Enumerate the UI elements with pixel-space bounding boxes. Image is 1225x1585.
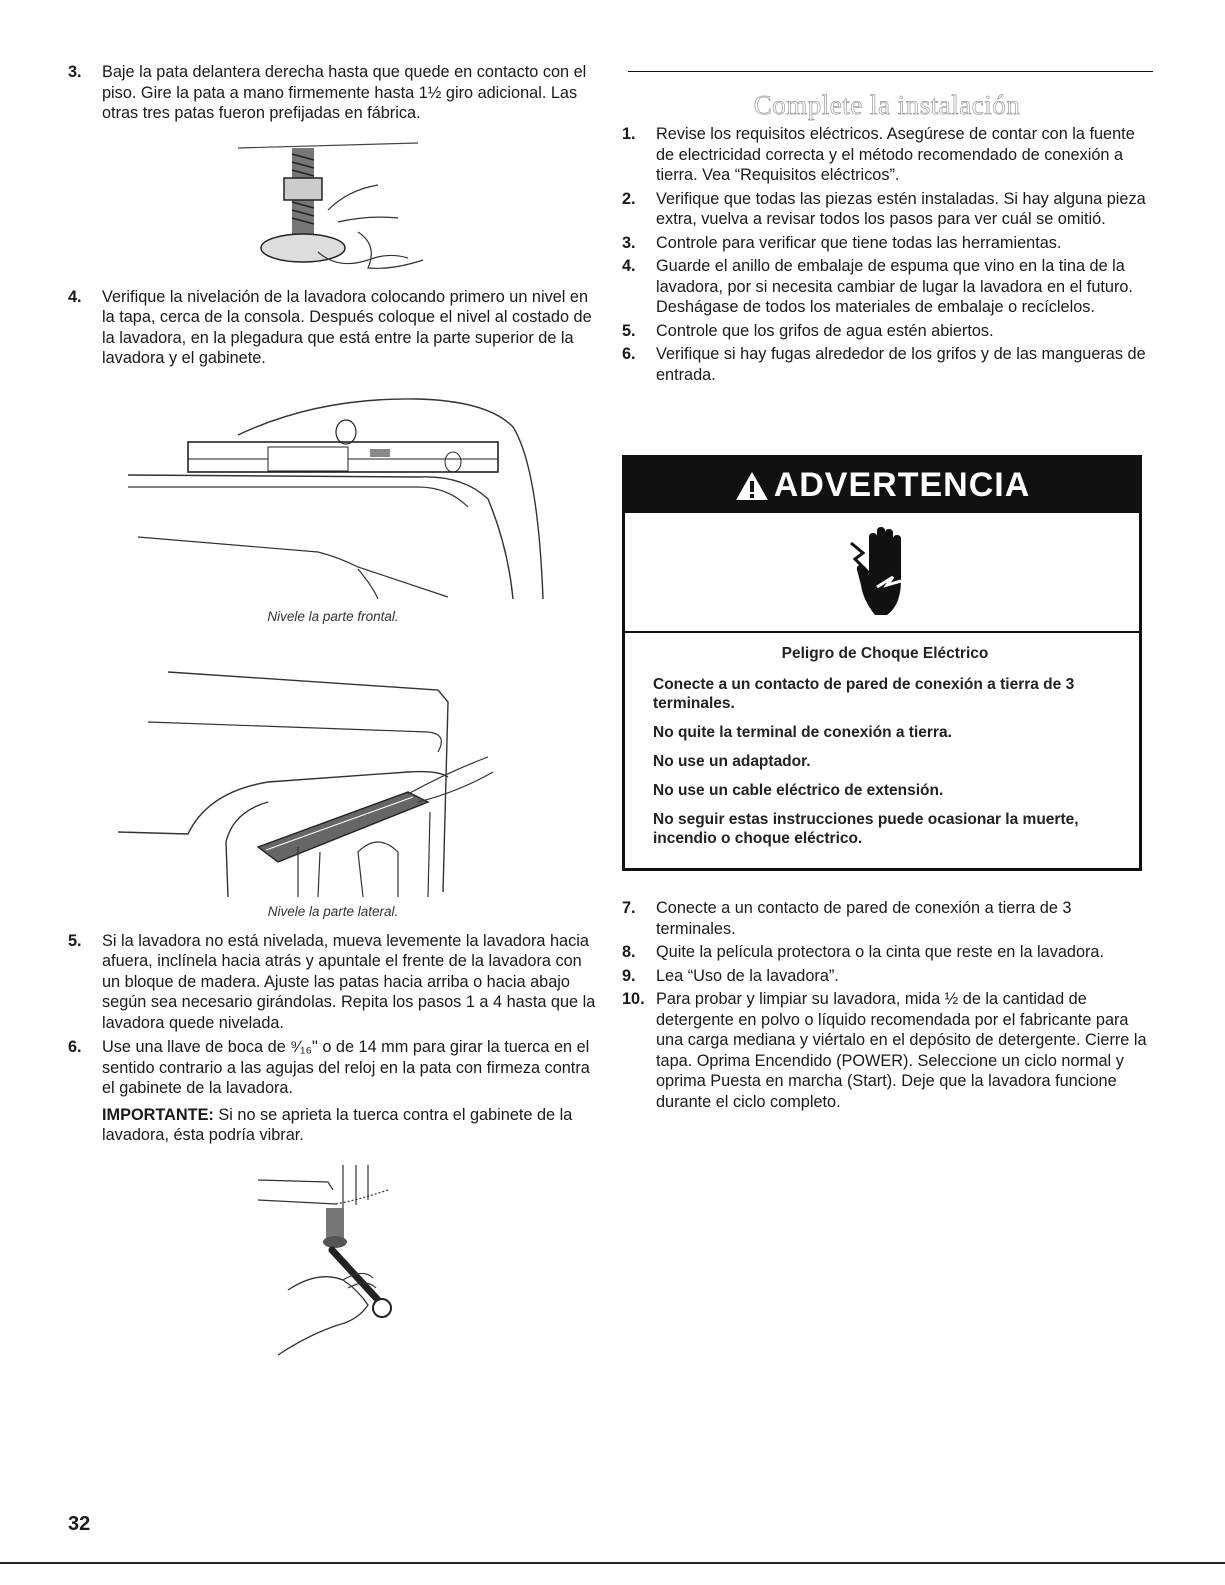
step-number: 3. — [622, 233, 636, 252]
step-text: Guarde el anillo de embalaje de espuma que vino en la tina de la lavadora, por si necesita cambiar de lugar la lavadora en el futuro. Deshágase de todos los materiales de embalaje o recíclelos. — [656, 257, 1133, 316]
step-3 — [68, 62, 598, 124]
warning-line: Conecte a un contacto de pared de conexión a tierra de 3 terminales. — [653, 676, 1075, 712]
warning-header-text: ADVERTENCIA — [773, 466, 1031, 504]
caption-front: Nivele la parte frontal. — [267, 608, 399, 624]
wrench-illustration — [248, 1160, 448, 1360]
step-5 — [68, 931, 598, 1034]
step-number: 6. — [68, 1038, 82, 1056]
step-6 — [68, 1037, 598, 1099]
page-number: 32 — [68, 1513, 91, 1535]
step-number: 5. — [68, 931, 82, 950]
level-side-illustration — [108, 662, 548, 902]
step-text: Verifique si hay fugas alrededor de los grifos y de las mangueras de entrada. — [656, 345, 1146, 384]
right-column — [622, 78, 1152, 385]
warning-box — [622, 455, 1142, 871]
important-note — [102, 1105, 598, 1146]
steps-list — [622, 124, 1152, 385]
list-item — [622, 321, 1152, 342]
warning-triangle-icon — [734, 470, 770, 502]
warning-line: No quite la terminal de conexión a tierra. — [653, 724, 952, 741]
warning-header — [625, 458, 1139, 513]
warning-line: No use un adaptador. — [653, 753, 811, 770]
warning-line: No use un cable eléctrico de extensión. — [653, 782, 944, 799]
step-number: 9. — [622, 966, 636, 985]
step-number: 3. — [68, 63, 82, 81]
section-rule — [628, 71, 1153, 72]
list-item — [622, 124, 1152, 186]
list-item — [622, 344, 1152, 385]
list-item — [622, 966, 1152, 987]
important-text: Si no se aprieta la tuerca contra el gabinete de la lavadora, ésta podría vibrar. — [102, 1105, 573, 1144]
step-number: 4. — [68, 287, 82, 306]
step-text: Use una llave de boca de ⁹⁄₁₆" o de 14 mm para girar la tuerca en el sentido contrario a las agujas del reloj en la pata con firmeza contra el gabinete de la lavadora. — [102, 1038, 590, 1097]
step-text: Lea “Uso de la lavadora”. — [656, 966, 839, 985]
list-item — [622, 189, 1152, 230]
important-label: IMPORTANTE: — [102, 1105, 214, 1124]
step-number: 8. — [622, 943, 636, 961]
warning-title: Peligro de Choque Eléctrico — [781, 645, 989, 662]
step-number: 10. — [622, 990, 645, 1008]
left-column — [68, 62, 598, 1360]
steps-after-list — [622, 898, 1152, 1112]
list-item — [622, 256, 1152, 318]
step-number: 2. — [622, 189, 636, 208]
step-number: 7. — [622, 899, 636, 917]
step-number: 5. — [622, 321, 636, 340]
level-front-illustration — [118, 387, 558, 607]
warning-body — [625, 633, 1139, 848]
warning-icon-box — [625, 513, 1139, 633]
step-text: Conecte a un contacto de pared de conexión a tierra de 3 terminales. — [656, 899, 1072, 938]
list-item — [622, 942, 1152, 963]
list-item — [622, 898, 1152, 939]
section-title: Complete la instalación — [753, 90, 1021, 120]
list-item — [622, 233, 1152, 254]
bottom-rule — [0, 1562, 1225, 1564]
electric-shock-hand-icon — [847, 525, 917, 620]
step-text: Controle que los grifos de agua estén abiertos. — [656, 321, 994, 340]
step-text: Controle para verificar que tiene todas las herramientas. — [656, 233, 1062, 252]
step-text: Revise los requisitos eléctricos. Asegúrese de contar con la fuente de electricidad correcta y el método recomendado de conexión a tierra. Vea “Requisitos eléctricos”. — [656, 125, 1135, 184]
warning-line: No seguir estas instrucciones puede ocasionar la muerte, incendio o choque eléctrico. — [653, 811, 1079, 847]
caption-side: Nivele la parte lateral. — [267, 903, 399, 919]
step-4 — [68, 287, 598, 369]
step-number: 4. — [622, 257, 636, 275]
step-text: Verifique la nivelación de la lavadora colocando primero un nivel en la tapa, cerca de la consola. Después coloque el nivel al costado de la lavadora, en la plegadura que está entre la parte superior de la lavadora y el gabinete. — [102, 287, 592, 367]
leg-adjust-illustration — [218, 140, 448, 275]
step-text: Para probar y limpiar su lavadora, mida ½ de la cantidad de detergente en polvo o líquido recomendada por el fabricante para una carga mediana y viértalo en el depósito de detergente. Cierre la tapa. Oprima Encendido (POWER). Seleccione un ciclo normal y oprima Puesta en marcha (Start). Deje que la lavadora funcione durante el ciclo completo. — [656, 990, 1147, 1111]
step-number: 1. — [622, 125, 636, 143]
step-text: Baje la pata delantera derecha hasta que quede en contacto con el piso. Gire la pata a mano firmemente hasta 1½ giro adicional. Las otras tres patas fueron prefijadas en fábrica. — [102, 63, 587, 122]
step-text: Verifique que todas las piezas estén instaladas. Si hay alguna pieza extra, vuelva a revisar todos los pasos para ver cuál se omitió. — [656, 189, 1146, 228]
step-number: 6. — [622, 345, 636, 363]
step-text: Si la lavadora no está nivelada, mueva levemente la lavadora hacia afuera, inclínela hacia atrás y apuntale el frente de la lavadora con un bloque de madera. Ajuste las patas hacia arriba o hacia abajo según sea necesario girándolas. Repita los pasos 1 a 4 hasta que la lavadora quede nivelada. — [102, 931, 596, 1032]
list-item — [622, 989, 1152, 1112]
step-text: Quite la película protectora o la cinta que reste en la lavadora. — [656, 943, 1105, 961]
